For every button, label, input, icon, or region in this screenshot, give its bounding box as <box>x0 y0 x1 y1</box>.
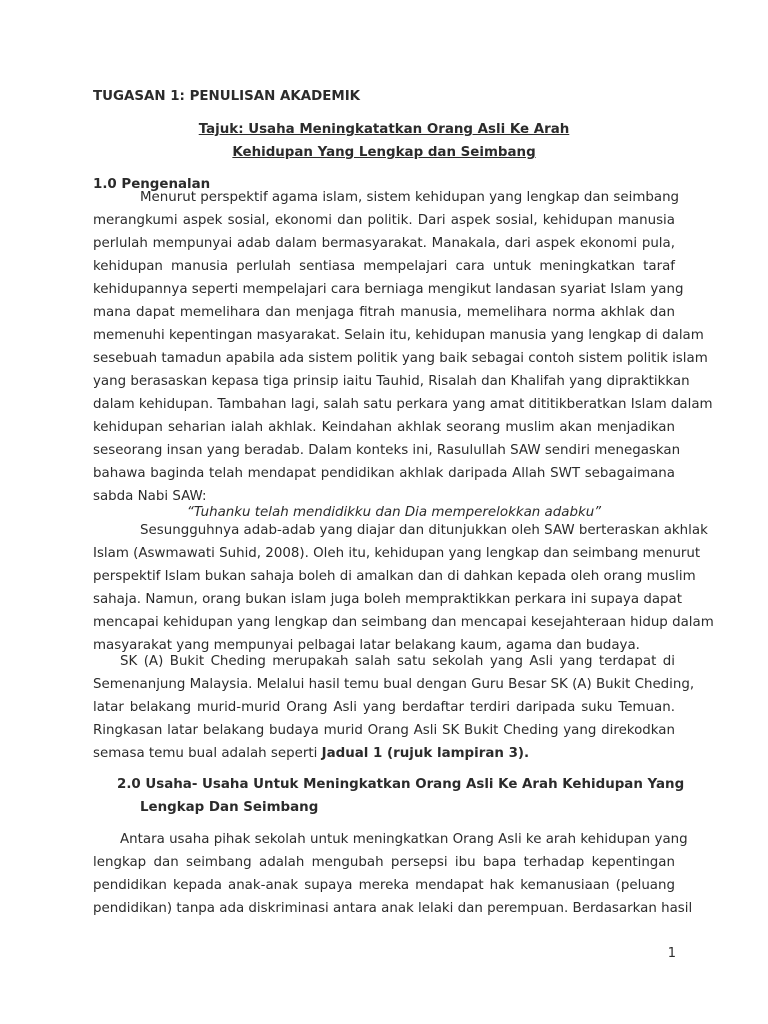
title-line-2: Kehidupan Yang Lengkap dan Seimbang <box>232 145 536 160</box>
para1-line: kehidupan manusia perlulah sentiasa mempelajari cara untuk meningkatkan taraf <box>93 259 675 274</box>
para1-line: mana dapat memelihara dan menjaga fitrah manusia, memelihara norma akhlak dan <box>93 305 675 320</box>
para4-line: pendidikan) tanpa ada diskriminasi antara anak lelaki dan perempuan. Berdasarkan hasil <box>93 901 693 916</box>
para1-line: bahawa baginda telah mendapat pendidikan akhlak daripada Allah SWT sebagaimana <box>93 466 675 481</box>
para2-line: Islam (Aswmawati Suhid, 2008). Oleh itu, kehidupan yang lengkap dan seimbang menurut <box>93 546 701 561</box>
para1-line: sesebuah tamadun apabila ada sistem politik yang baik sebagai contoh sistem politik islam <box>93 351 708 366</box>
para3-line: Ringkasan latar belakang budaya murid Orang Asli SK Bukit Cheding yang direkodkan <box>93 723 675 738</box>
para1-line: memenuhi kepentingan masyarakat. Selain itu, kehidupan manusia yang lengkap di dalam <box>93 328 704 343</box>
para2-line: masyarakat yang mempunyai pelbagai latar belakang kaum, agama dan budaya. <box>93 638 640 653</box>
section-2-heading-line-1: 2.0 Usaha- Usaha Untuk Meningkatkan Orang Asli Ke Arah Kehidupan Yang <box>117 777 685 792</box>
para1-line: perlulah mempunyai adab dalam bermasyarakat. Manakala, dari aspek ekonomi pula, <box>93 236 675 251</box>
para3-last-text: semasa temu bual adalah seperti <box>93 746 322 761</box>
para2-line: Sesungguhnya adab-adab yang diajar dan ditunjukkan oleh SAW berteraskan akhlak <box>140 523 708 538</box>
para3-line: latar belakang murid-murid Orang Asli yang berdaftar terdiri daripada suku Temuan. <box>93 700 675 715</box>
para1-line: Menurut perspektif agama islam, sistem kehidupan yang lengkap dan seimbang <box>140 190 680 205</box>
para3-line: SK (A) Bukit Cheding merupakah salah satu sekolah yang Asli yang terdapat di <box>120 654 675 669</box>
para1-line: kehidupan seharian ialah akhlak. Keindahan akhlak seorang muslim akan menjadikan <box>93 420 675 435</box>
table-reference: Jadual 1 (rujuk lampiran 3). <box>321 746 530 761</box>
para1-line: seseorang insan yang beradab. Dalam konteks ini, Rasulullah SAW sendiri menegaskan <box>93 443 681 458</box>
section-2-heading-line-2: Lengkap Dan Seimbang <box>140 800 319 815</box>
para2-line: mencapai kehidupan yang lengkap dan seimbang dan mencapai kesejahteraan hidup dalam <box>93 615 714 630</box>
para2-line: sahaja. Namun, orang bukan islam juga boleh mempraktikkan perkara ini supaya dapat <box>93 592 682 607</box>
para1-line: sabda Nabi SAW: <box>93 489 207 504</box>
para4-line: pendidikan kepada anak-anak supaya mereka mendapat hak kemanusiaan (peluang <box>93 878 675 893</box>
assignment-heading: TUGASAN 1: PENULISAN AKADEMIK <box>93 89 361 104</box>
page-number: 1 <box>667 946 676 961</box>
section-1-heading: 1.0 Pengenalan <box>93 177 211 192</box>
para3-last-line <box>93 742 529 765</box>
para3-line: Semenanjung Malaysia. Melalui hasil temu bual dengan Guru Besar SK (A) Bukit Cheding, <box>93 677 695 692</box>
title-line-1: Tajuk: Usaha Meningkatatkan Orang Asli Ke Arah <box>198 122 570 137</box>
para1-line: dalam kehidupan. Tambahan lagi, salah satu perkara yang amat dititikberatkan Islam dalam <box>93 397 713 412</box>
para4-line: lengkap dan seimbang adalah mengubah persepsi ibu bapa terhadap kepentingan <box>93 855 675 870</box>
para1-line: yang berasaskan kepasa tiga prinsip iaitu Tauhid, Risalah dan Khalifah yang dipraktikkan <box>93 374 690 389</box>
para1-line: merangkumi aspek sosial, ekonomi dan politik. Dari aspek sosial, kehidupan manusia <box>93 213 675 228</box>
para1-line: kehidupannya seperti mempelajari cara berniaga mengikut landasan syariat Islam yang <box>93 282 684 297</box>
hadith-quote: “Tuhanku telah mendidikku dan Dia memperelokkan adabku” <box>186 505 602 520</box>
para2-line: perspektif Islam bukan sahaja boleh di amalkan dan di dahkan kepada oleh orang muslim <box>93 569 696 584</box>
para4-line: Antara usaha pihak sekolah untuk meningkatkan Orang Asli ke arah kehidupan yang <box>120 832 688 847</box>
